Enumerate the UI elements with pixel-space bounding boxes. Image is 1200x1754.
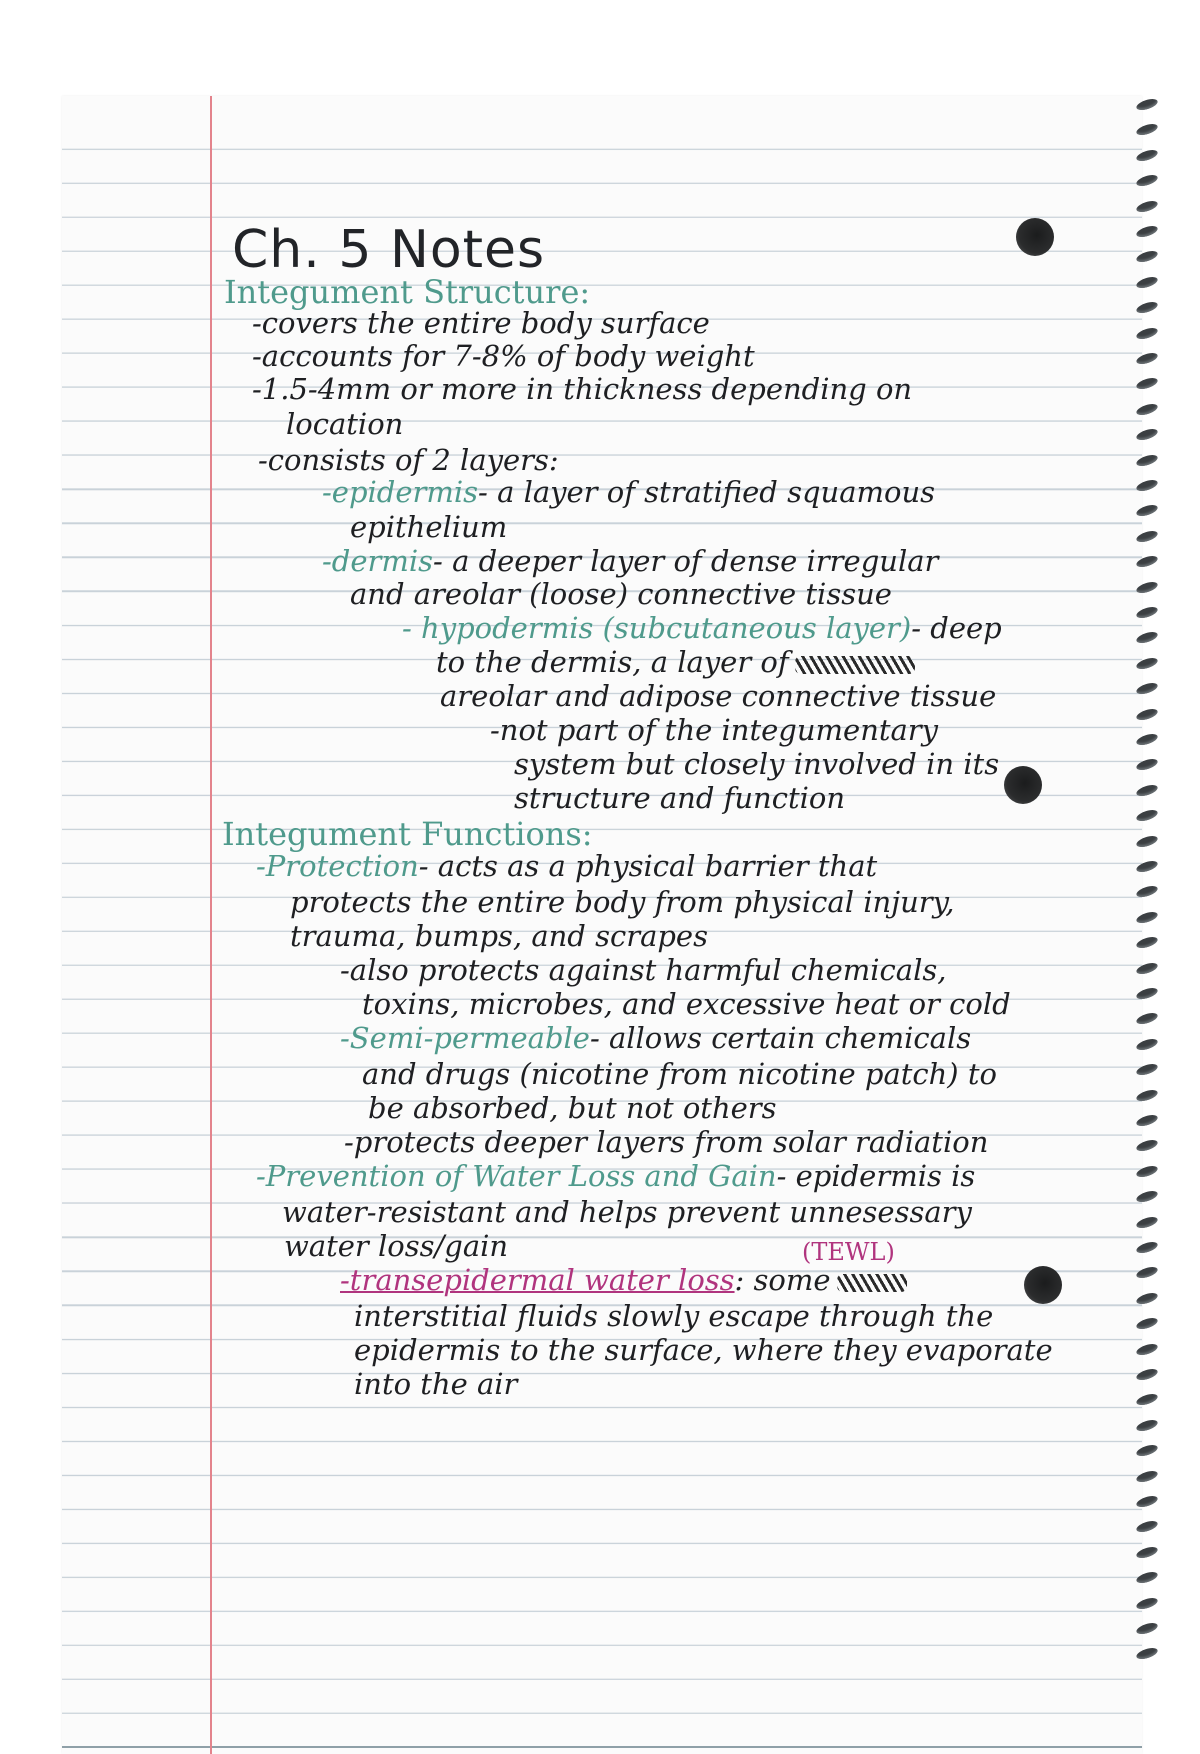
spiral-coil [1135, 1341, 1159, 1356]
spiral-coil [1135, 1468, 1159, 1483]
note-line [256, 1159, 976, 1193]
spiral-coil [1135, 1316, 1159, 1331]
spiral-coil [1135, 757, 1159, 772]
definition-text: - a deeper layer of dense irregular [433, 544, 939, 578]
note-line: and areolar (loose) connective tissue [350, 577, 892, 611]
definition-text: - a layer of stratified squamous [478, 475, 936, 509]
note-line: location [286, 407, 404, 441]
spiral-coil [1135, 300, 1159, 315]
spiral-coil [1135, 478, 1159, 493]
spiral-coil [1135, 681, 1159, 696]
note-line [402, 611, 1002, 645]
note-line: protects the entire body from physical injury, [290, 885, 955, 919]
spiral-coil [1135, 427, 1159, 442]
spiral-coil [1135, 960, 1159, 975]
spiral-coil [1135, 935, 1159, 950]
spiral-coil [1135, 1291, 1159, 1306]
note-line [340, 1021, 972, 1055]
punch-hole [1016, 218, 1054, 256]
spiral-coil [1135, 1621, 1159, 1636]
spiral-coil [1135, 554, 1159, 569]
term-epidermis: -epidermis [322, 475, 479, 509]
spiral-coil [1135, 910, 1159, 925]
spiral-coil [1135, 1011, 1159, 1026]
note-line: -accounts for 7-8% of body weight [252, 339, 755, 373]
spiral-coil [1135, 1062, 1159, 1077]
spiral-coil [1135, 249, 1159, 264]
spiral-coil [1135, 656, 1159, 671]
note-line: interstitial fluids slowly escape through the [354, 1299, 994, 1333]
scribbled-out-word [795, 656, 915, 674]
spiral-coil [1135, 1570, 1159, 1585]
note-line [340, 1263, 907, 1297]
note-line: epidermis to the surface, where they evaporate [354, 1333, 1053, 1367]
term-semi-permeable: -Semi-permeable [340, 1021, 590, 1055]
spiral-binding [1132, 96, 1162, 1656]
note-line: -covers the entire body surface [252, 306, 710, 340]
spiral-coil [1135, 351, 1159, 366]
spiral-coil [1135, 198, 1159, 213]
spiral-coil [1135, 1113, 1159, 1128]
spiral-coil [1135, 224, 1159, 239]
spiral-coil [1135, 1367, 1159, 1382]
punch-hole [1004, 766, 1042, 804]
page-edge [62, 1746, 1142, 1748]
spiral-coil [1135, 1519, 1159, 1534]
term-transepidermal-water-loss: -transepidermal water loss [340, 1263, 735, 1297]
definition-text: : some [734, 1263, 831, 1297]
definition-text: - allows certain chemicals [589, 1021, 972, 1055]
note-line: -protects deeper layers from solar radiation [344, 1125, 989, 1159]
spiral-coil [1135, 402, 1159, 417]
note-line: toxins, microbes, and excessive heat or cold [362, 987, 1011, 1021]
margin-line [210, 96, 212, 1754]
spiral-coil [1135, 859, 1159, 874]
spiral-coil [1135, 1164, 1159, 1179]
spiral-coil [1135, 1138, 1159, 1153]
spiral-coil [1135, 706, 1159, 721]
spiral-coil [1135, 605, 1159, 620]
spiral-coil [1135, 1240, 1159, 1255]
term-dermis: -dermis [322, 544, 434, 578]
note-line: areolar and adipose connective tissue [440, 679, 997, 713]
spiral-coil [1135, 986, 1159, 1001]
term-prevention: -Prevention of Water Loss and Gain [256, 1159, 777, 1193]
note-text: to the dermis, a layer of [436, 645, 789, 679]
spiral-coil [1135, 122, 1159, 137]
note-line [322, 544, 939, 578]
note-line [256, 849, 878, 883]
spiral-coil [1135, 1443, 1159, 1458]
note-line: structure and function [514, 781, 846, 815]
spiral-coil [1135, 579, 1159, 594]
spiral-coil [1135, 148, 1159, 163]
section-heading-functions: Integument Functions: [222, 815, 593, 853]
spiral-coil [1135, 1265, 1159, 1280]
note-line: -not part of the integumentary [490, 713, 939, 747]
spiral-coil [1135, 275, 1159, 290]
spiral-coil [1135, 1545, 1159, 1560]
note-line [436, 645, 915, 679]
punch-hole [1024, 1266, 1062, 1304]
note-line: -1.5-4mm or more in thickness depending on [252, 372, 913, 406]
spiral-coil [1135, 630, 1159, 645]
page-title: Ch. 5 Notes [232, 220, 546, 280]
spiral-coil [1135, 503, 1159, 518]
spiral-coil [1135, 1214, 1159, 1229]
definition-text: - acts as a physical barrier that [418, 849, 878, 883]
spiral-coil [1135, 97, 1159, 112]
note-line: water-resistant and helps prevent unnesessary [282, 1195, 972, 1229]
spiral-coil [1135, 1189, 1159, 1204]
scribbled-out-word [837, 1274, 907, 1292]
term-protection: -Protection [256, 849, 419, 883]
spiral-coil [1135, 1494, 1159, 1509]
spiral-coil [1135, 452, 1159, 467]
note-line: water loss/gain [284, 1229, 509, 1263]
note-line: epithelium [350, 510, 508, 544]
term-hypodermis: - hypodermis (subcutaneous layer) [402, 611, 912, 645]
spiral-coil [1135, 376, 1159, 391]
spiral-coil [1135, 1418, 1159, 1433]
definition-text: - epidermis is [776, 1159, 976, 1193]
spiral-coil [1135, 173, 1159, 188]
note-line: -consists of 2 layers: [258, 443, 559, 477]
spiral-coil [1135, 1037, 1159, 1052]
spiral-coil [1135, 833, 1159, 848]
tewl-annotation: (TEWL) [802, 1238, 895, 1266]
spiral-coil [1135, 884, 1159, 899]
spiral-coil [1135, 1087, 1159, 1102]
definition-text: - deep [911, 611, 1002, 645]
note-line: trauma, bumps, and scrapes [290, 919, 708, 953]
note-line: be absorbed, but not others [368, 1091, 777, 1125]
spiral-coil [1135, 732, 1159, 747]
note-line [322, 475, 936, 509]
spiral-coil [1135, 1595, 1159, 1610]
spiral-coil [1135, 1392, 1159, 1407]
note-line: into the air [354, 1367, 518, 1401]
spiral-coil [1135, 529, 1159, 544]
spiral-coil [1135, 325, 1159, 340]
section-heading-structure: Integument Structure: [224, 273, 591, 311]
note-line: and drugs (nicotine from nicotine patch) to [362, 1057, 997, 1091]
spiral-coil [1135, 808, 1159, 823]
spiral-coil [1135, 783, 1159, 798]
note-line: system but closely involved in its [514, 747, 1000, 781]
note-line: -also protects against harmful chemicals, [340, 953, 947, 987]
